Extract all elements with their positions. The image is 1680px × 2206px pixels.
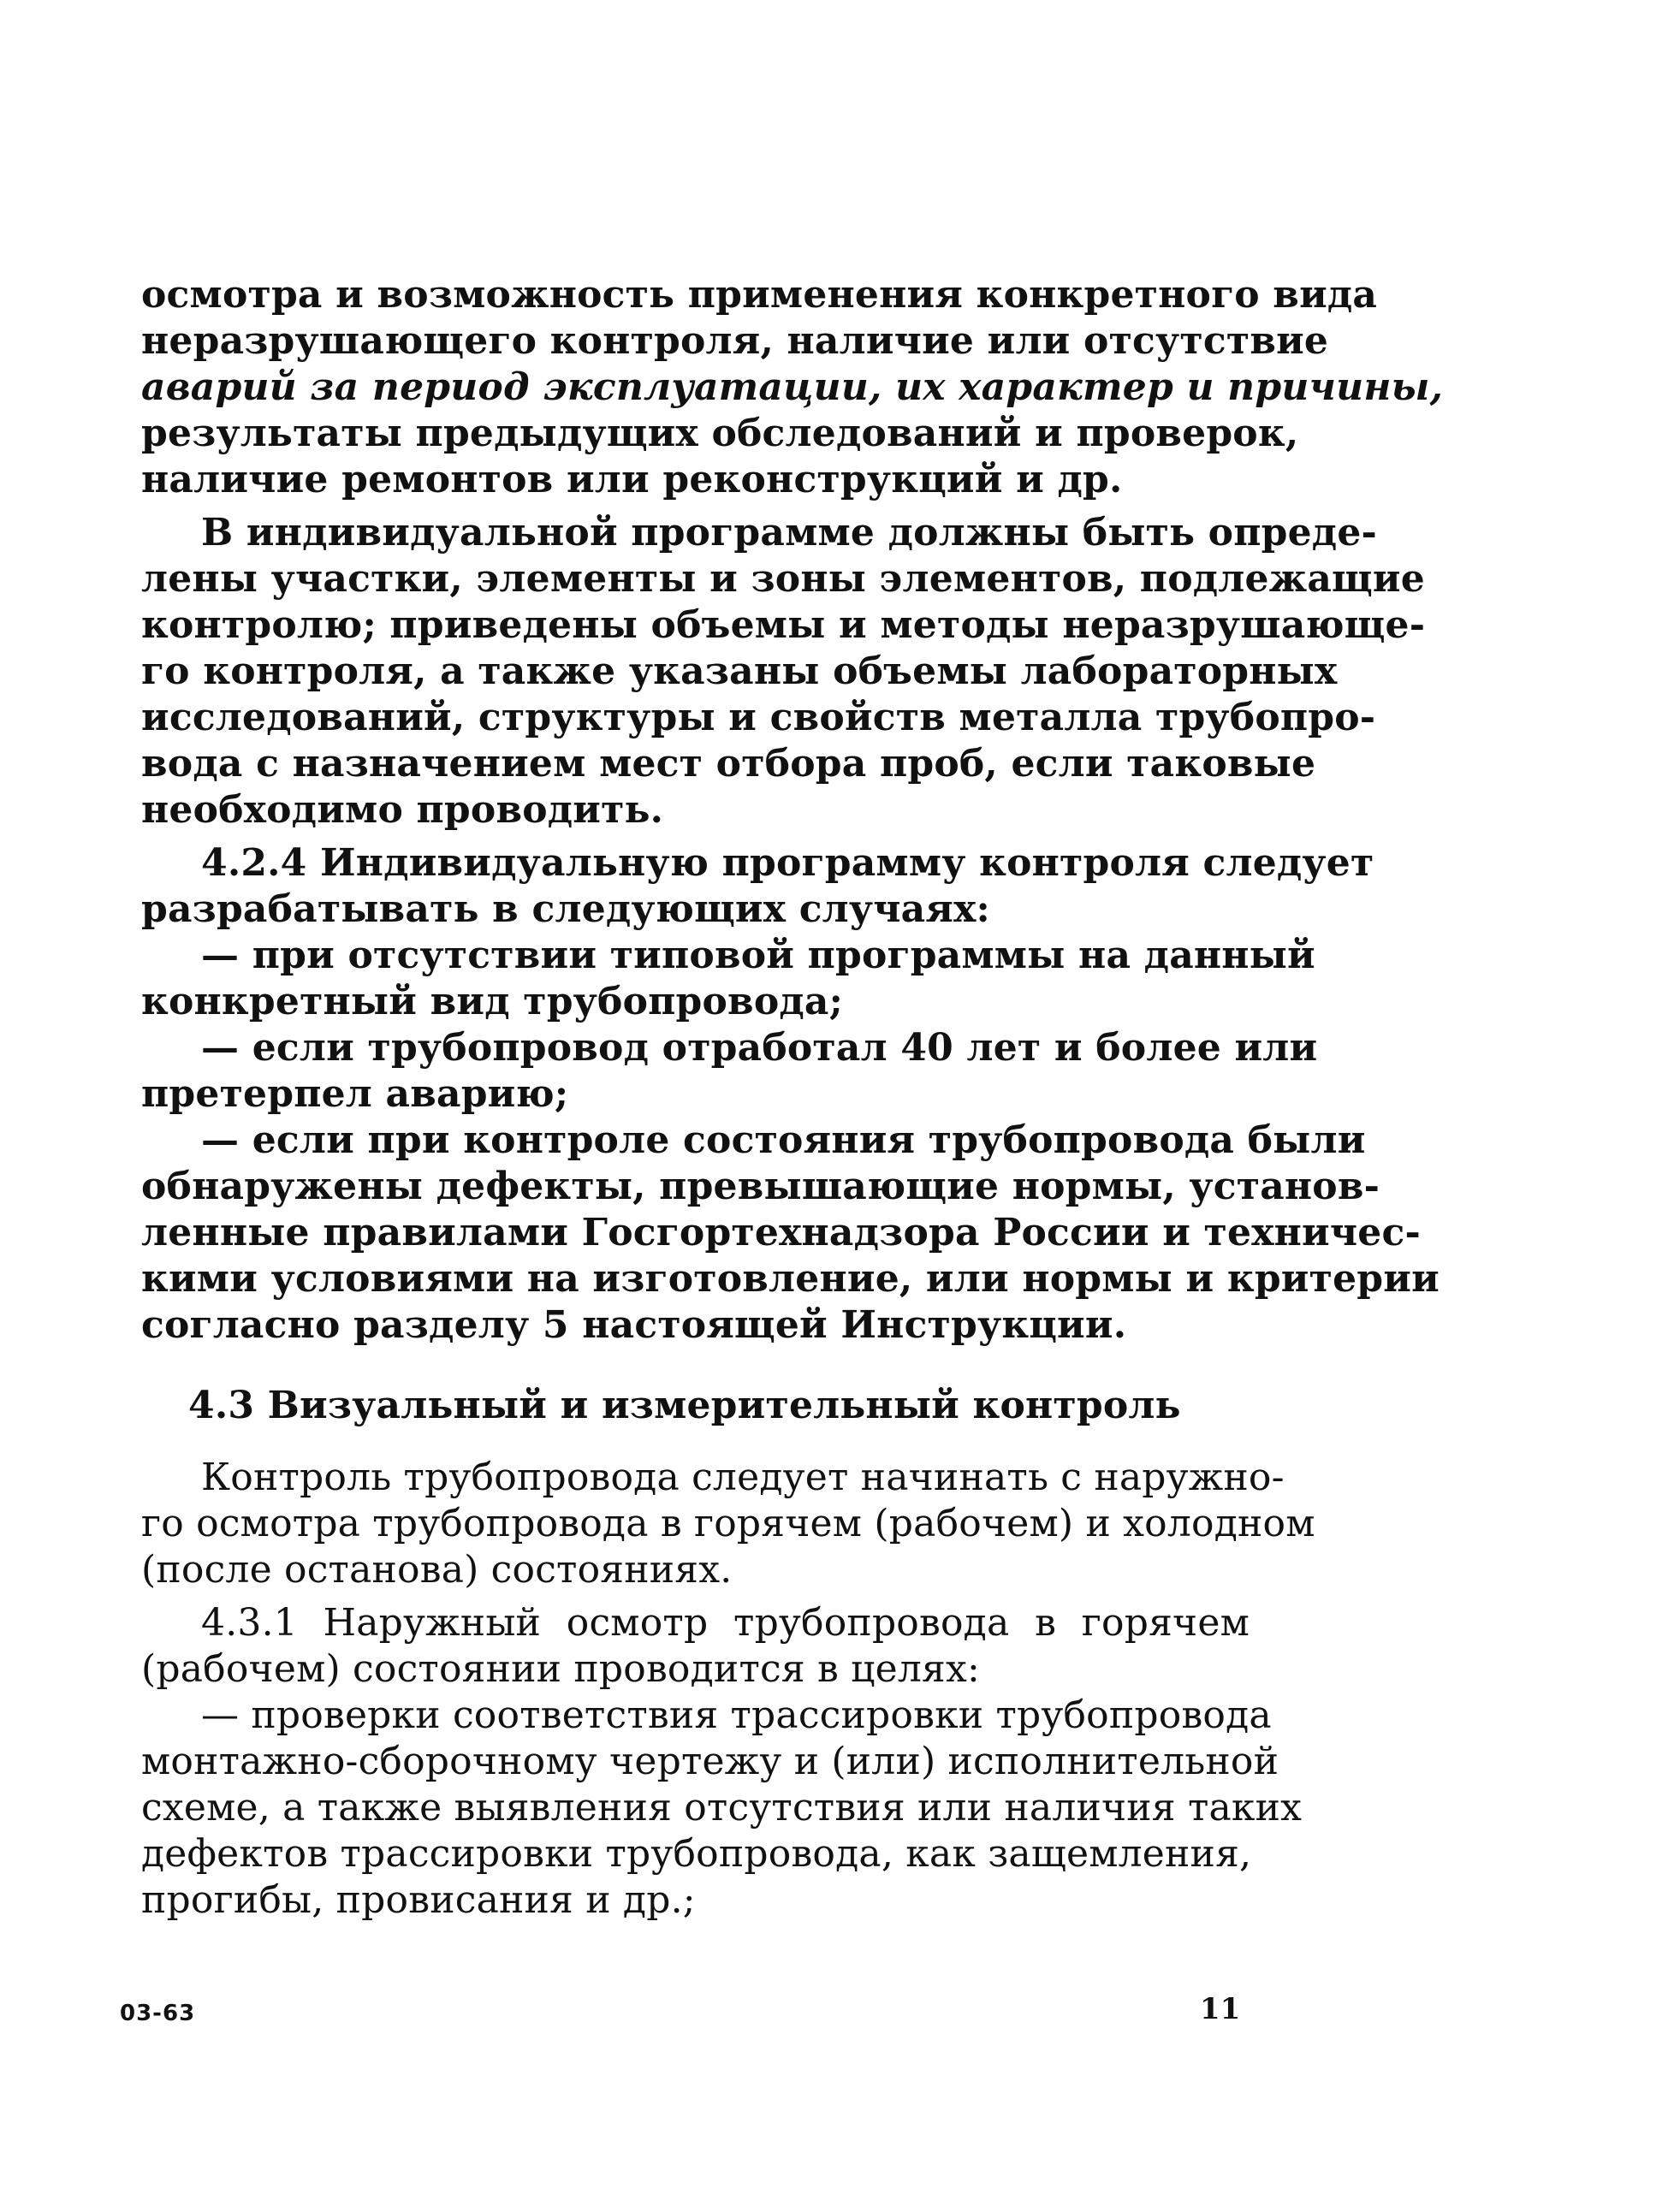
text-line: претерпел аварию; (141, 1072, 569, 1116)
text-line: осмотра и возможность применения конкретного вида (141, 273, 1378, 317)
text-line: согласно разделу 5 настоящей Инструкции. (141, 1303, 1127, 1347)
section-heading: 4.3 Визуальный и измерительный контроль (188, 1384, 1181, 1427)
list-item-defects-found: — если при контроле состояния трубопровода были (201, 1118, 1366, 1162)
text-line: аварий за период эксплуатации, их характер и причины, (141, 365, 1444, 409)
text-line: результаты предыдущих обследований и проверок, (141, 412, 1299, 455)
text-line: разрабатывать в следующих случаях: (141, 887, 990, 931)
text-line: го контроля, а также указаны объемы лабораторных (141, 649, 1338, 693)
text-line: необходимо проводить. (141, 788, 664, 832)
paragraph-inspection-factors (141, 272, 1444, 503)
page-number: 11 (1200, 1992, 1241, 2026)
list-item-no-typical-program: — при отсутствии типовой программы на данный (201, 934, 1315, 977)
paragraph-spacer (141, 1593, 1250, 1600)
text-line: кими условиями на изготовление, или нормы и критерии (141, 1257, 1440, 1301)
text-line: Контроль трубопровода следует начинать с наружно- (201, 1456, 1285, 1499)
list-item-route-check: — проверки соответствия трассировки трубопровода (201, 1693, 1272, 1737)
text-line: конкретный вид трубопровода; (141, 980, 844, 1023)
text-line: 4.2.4 Индивидуальную программу контроля следует (201, 841, 1374, 885)
text-line: В индивидуальной программе должны быть опреде- (201, 511, 1377, 554)
text-line: дефектов трассировки трубопровода, как защемления, (141, 1832, 1252, 1876)
text-line: (после останова) состояниях. (141, 1548, 733, 1592)
text-line: схеме, а также выявления отсутствия или наличия таких (141, 1786, 1303, 1829)
text-line: (рабочем) состоянии проводится в целях: (141, 1647, 981, 1691)
text-line: вода с назначением мест отбора проб, если таковые (141, 742, 1316, 786)
paragraph-4-2-4 (141, 840, 1440, 1349)
text-line: 4.3.1 Наружный осмотр трубопровода в горячем (201, 1601, 1250, 1645)
footer-code: 03-63 (120, 2001, 196, 2026)
body-text (141, 272, 1444, 1924)
text-line: го осмотра трубопровода в горячем (рабочем) и холодном (141, 1502, 1315, 1545)
text-line: исследований, структуры и свойств металла трубопро- (141, 696, 1376, 739)
text-line: обнаружены дефекты, превышающие нормы, установ- (141, 1165, 1380, 1208)
paragraph-individual-program (141, 510, 1426, 833)
text-line: наличие ремонтов или реконструкций и др. (141, 458, 1123, 501)
paragraph-control-start (141, 1455, 1315, 1593)
paragraph-4-3-1 (141, 1600, 1303, 1924)
text-line: контролю; приведены объемы и методы неразрушающе- (141, 603, 1426, 647)
paragraph-spacer (141, 503, 1250, 510)
text-line: неразрушающего контроля, наличие или отсутствие (141, 319, 1329, 363)
text-line: монтажно-сборочному чертежу и (или) исполнительной (141, 1740, 1279, 1783)
text-line: лены участки, элементы и зоны элементов, подлежащие (141, 557, 1425, 601)
list-item-operated-40-years: — если трубопровод отработал 40 лет и более или (201, 1026, 1318, 1070)
text-line: ленные правилами Госгортехнадзора России и техничес- (141, 1211, 1421, 1254)
paragraph-spacer (141, 833, 1250, 840)
text-line: прогибы, провисания и др.; (141, 1878, 696, 1922)
